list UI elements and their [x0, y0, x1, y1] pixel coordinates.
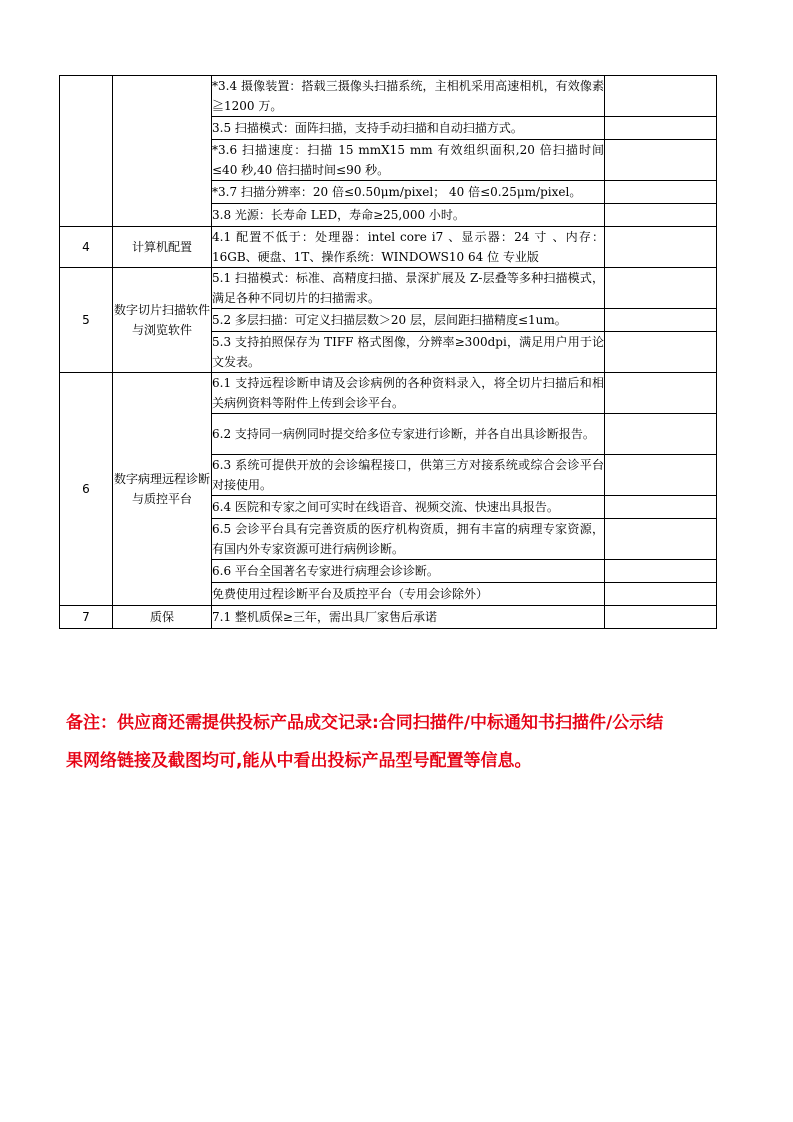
response-cell	[605, 140, 717, 181]
response-cell	[605, 519, 717, 560]
row-number-cell: 6	[60, 373, 113, 606]
spec-desc-cell: 5.3 支持拍照保存为 TIFF 格式图像，分辨率≥300dpi，满足用户用于论文发表。	[212, 332, 605, 373]
table-row	[60, 268, 717, 309]
spec-desc-cell: 免费使用过程诊断平台及质控平台（专用会诊除外）	[212, 583, 605, 606]
spec-desc-cell: 6.1 支持远程诊断申请及会诊病例的各种资料录入，将全切片扫描后和相关病例资料等附件上传到会诊平台。	[212, 373, 605, 414]
table-row	[60, 76, 717, 117]
row-number-cell	[60, 76, 113, 227]
table-row	[60, 606, 717, 629]
response-cell	[605, 414, 717, 455]
table-row	[60, 227, 717, 268]
response-cell	[605, 332, 717, 373]
item-name-cell: 数字切片扫描软件与浏览软件	[113, 268, 212, 373]
response-cell	[605, 560, 717, 583]
spec-desc-cell: 6.4 医院和专家之间可实时在线语音、视频交流、快速出具报告。	[212, 496, 605, 519]
response-cell	[605, 76, 717, 117]
response-cell	[605, 117, 717, 140]
spec-desc-cell: 5.2 多层扫描：可定义扫描层数＞20 层，层间距扫描精度≤1um。	[212, 309, 605, 332]
response-cell	[605, 455, 717, 496]
row-number-cell: 5	[60, 268, 113, 373]
remark-line: 备注：供应商还需提供投标产品成交记录:合同扫描件/中标通知书扫描件/公示结	[66, 713, 664, 733]
spec-desc-cell: 6.2 支持同一病例同时提交给多位专家进行诊断，并各自出具诊断报告。	[212, 414, 605, 455]
row-number-cell: 4	[60, 227, 113, 268]
spec-desc-cell: 6.5 会诊平台具有完善资质的医疗机构资质，拥有丰富的病理专家资源，有国内外专家资源可进行病例诊断。	[212, 519, 605, 560]
spec-desc-cell: 6.6 平台全国著名专家进行病理会诊诊断。	[212, 560, 605, 583]
spec-desc-cell: 4.1 配置不低于：处理器：intel core i7 、显示器：24 寸 、内存：16GB、硬盘、1T、操作系统：WINDOWS10 64 位 专业版	[212, 227, 605, 268]
response-cell	[605, 583, 717, 606]
spec-desc-cell: *3.6 扫描速度：扫描 15 mmX15 mm 有效组织面积,20 倍扫描时间≤40 秒,40 倍扫描时间≤90 秒。	[212, 140, 605, 181]
spec-table	[59, 75, 717, 629]
response-cell	[605, 496, 717, 519]
response-cell	[605, 606, 717, 629]
item-name-cell: 质保	[113, 606, 212, 629]
response-cell	[605, 309, 717, 332]
item-name-cell: 计算机配置	[113, 227, 212, 268]
row-number-cell: 7	[60, 606, 113, 629]
item-name-cell	[113, 76, 212, 227]
spec-desc-cell: *3.7 扫描分辨率：20 倍≤0.50μm/pixel； 40 倍≤0.25μm/pixel。	[212, 181, 605, 204]
remark-line: 果网络链接及截图均可,能从中看出投标产品型号配置等信息。	[66, 751, 532, 771]
response-cell	[605, 181, 717, 204]
spec-desc-cell: 5.1 扫描模式：标准、高精度扫描、景深扩展及 Z-层叠等多种扫描模式，满足各种不同切片的扫描需求。	[212, 268, 605, 309]
response-cell	[605, 204, 717, 227]
item-name-cell: 数字病理远程诊断与质控平台	[113, 373, 212, 606]
response-cell	[605, 227, 717, 268]
response-cell	[605, 373, 717, 414]
table-row	[60, 373, 717, 414]
remark-note	[66, 704, 736, 780]
spec-desc-cell: 6.3 系统可提供开放的会诊编程接口，供第三方对接系统或综合会诊平台对接使用。	[212, 455, 605, 496]
spec-desc-cell: 3.8 光源：长寿命 LED，寿命≥25,000 小时。	[212, 204, 605, 227]
spec-desc-cell: 3.5 扫描模式：面阵扫描，支持手动扫描和自动扫描方式。	[212, 117, 605, 140]
response-cell	[605, 268, 717, 309]
spec-desc-cell: *3.4 摄像装置：搭载三摄像头扫描系统，主相机采用高速相机，有效像素≧1200 万。	[212, 76, 605, 117]
spec-desc-cell: 7.1 整机质保≥三年，需出具厂家售后承诺	[212, 606, 605, 629]
